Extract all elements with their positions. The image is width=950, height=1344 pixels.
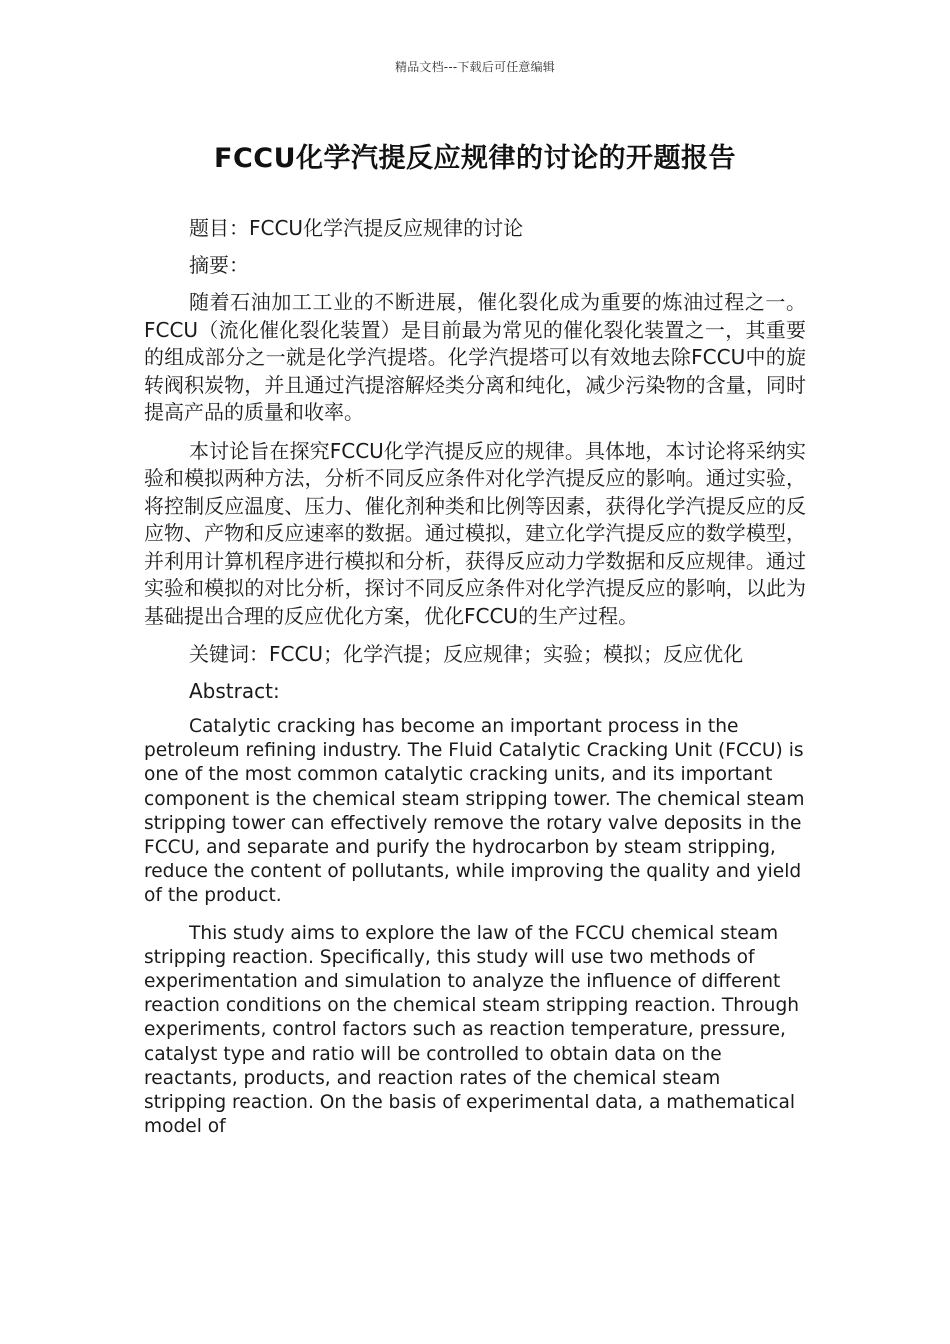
abstract-label-cn: 摘要： <box>189 253 249 277</box>
topic-line: 题目：FCCU化学汽提反应规律的讨论 <box>189 216 524 240</box>
abstract-label-en: Abstract: <box>189 679 280 703</box>
abstract-cn-paragraph-1: 随着石油加工工业的不断进展，催化裂化成为重要的炼油过程之一。FCCU（流化催化裂化装置）是目前最为常见的催化裂化装置之一，其重要的组成部分之一就是化学汽提塔。化学汽提塔可以有效地去除FCCU中的旋转阀积炭物，并且通过汽提溶解烃类分离和纯化，减少污染物的含量，同时提高产品的质量和收率。 <box>144 290 806 424</box>
abstract-cn-paragraph-2: 本讨论旨在探究FCCU化学汽提反应的规律。具体地，本讨论将采纳实验和模拟两种方法，分析不同反应条件对化学汽提反应的影响。通过实验，将控制反应温度、压力、催化剂种类和比例等因素，获得化学汽提反应的反应物、产物和反应速率的数据。通过模拟，建立化学汽提反应的数学模型，并利用计算机程序进行模拟和分析，获得反应动力学数据和反应规律。通过实验和模拟的对比分析，探讨不同反应条件对化学汽提反应的影响，以此为基础提出合理的反应优化方案，优化FCCU的生产过程。 <box>144 438 806 628</box>
header-note: 精品文档---下载后可任意编辑 <box>395 60 555 74</box>
abstract-en-paragraph-1: Catalytic cracking has become an important process in the petroleum refining industry. The Fluid Catalytic Cracking Unit (FCCU) is one of the most common catalytic cracking units, and its important component is the chemical steam stripping tower. The chemical steam stripping tower can effectively remove the rotary valve deposits in the FCCU, and separate and purify the hydrocarbon by steam stripping, reduce the content of pollutants, while improving the quality and yield of the product. <box>144 716 805 907</box>
document-body <box>144 215 806 1152</box>
abstract-en-paragraph-2: This study aims to explore the law of the FCCU chemical steam stripping reaction. Specifically, this study will use two methods of experimentation and simulation to analyze the influence of different reaction conditions on the chemical steam stripping reaction. Through experiments, control factors such as reaction temperature, pressure, catalyst type and ratio will be controlled to obtain data on the reactants, products, and reaction rates of the chemical steam stripping reaction. On the basis of experimental data, a mathematical model of <box>144 922 800 1138</box>
keywords-line: 关键词：FCCU；化学汽提；反应规律；实验；模拟；反应优化 <box>189 642 744 666</box>
document-title: FCCU化学汽提反应规律的讨论的开题报告 <box>214 143 736 174</box>
